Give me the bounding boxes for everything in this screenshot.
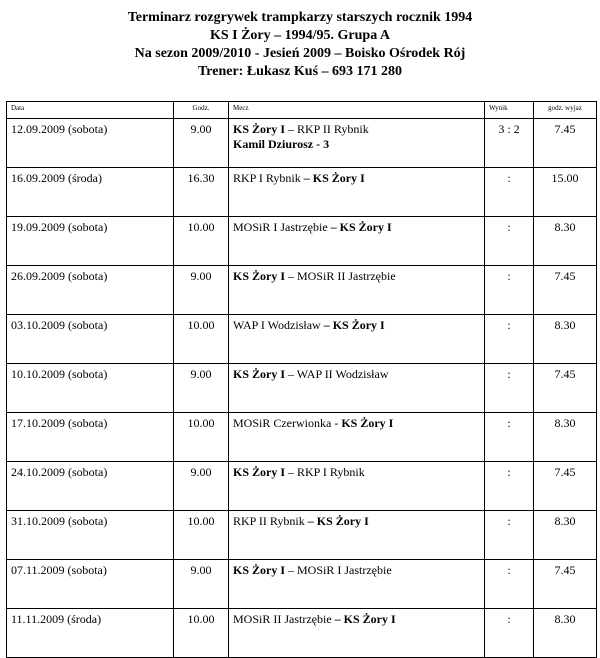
match-date: 19.09.2009 (sobota) <box>7 217 174 266</box>
document-header <box>0 9 600 81</box>
table-row <box>7 511 597 560</box>
match-date: 11.11.2009 (środa) <box>7 609 174 658</box>
table-row <box>7 266 597 315</box>
departure-time: 7.45 <box>534 462 597 511</box>
match-result: : <box>485 462 534 511</box>
match-text: – RKP II Rybnik <box>285 122 369 136</box>
match-text: – MOSiR II Jastrzębie <box>285 269 396 283</box>
table-row <box>7 315 597 364</box>
match-team-bold: KS Żory I <box>341 416 394 430</box>
match-time: 10.00 <box>174 413 229 462</box>
match-date: 12.09.2009 (sobota) <box>7 119 174 168</box>
match-cell <box>229 560 485 609</box>
column-header-departure: godz. wyjaz <box>534 102 597 119</box>
column-header-date: Data <box>7 102 174 119</box>
table-row <box>7 119 597 168</box>
match-text: RKP I Rybnik <box>233 171 304 185</box>
schedule-body <box>7 102 597 658</box>
departure-time: 7.45 <box>534 364 597 413</box>
match-time: 10.00 <box>174 609 229 658</box>
match-text: – RKP I Rybnik <box>285 465 365 479</box>
match-result: : <box>485 217 534 266</box>
header-title: Terminarz rozgrywek trampkarzy starszych rocznik 1994 <box>127 10 473 25</box>
match-team-bold: KS Żory I <box>233 367 286 381</box>
match-date: 31.10.2009 (sobota) <box>7 511 174 560</box>
match-team-bold: KS Żory I <box>233 563 286 577</box>
departure-time: 8.30 <box>534 609 597 658</box>
match-team-bold: – KS Żory I <box>334 612 396 626</box>
match-time: 9.00 <box>174 560 229 609</box>
departure-time: 8.30 <box>534 315 597 364</box>
column-header-result: Wynik <box>485 102 534 119</box>
match-team-bold: – KS Żory I <box>307 514 369 528</box>
match-result: : <box>485 315 534 364</box>
departure-time: 8.30 <box>534 511 597 560</box>
match-text: RKP II Rybnik <box>233 514 308 528</box>
table-row <box>7 217 597 266</box>
match-date: 24.10.2009 (sobota) <box>7 462 174 511</box>
match-cell <box>229 217 485 266</box>
match-cell <box>229 462 485 511</box>
match-date: 07.11.2009 (sobota) <box>7 560 174 609</box>
match-result: : <box>485 560 534 609</box>
match-date: 16.09.2009 (środa) <box>7 168 174 217</box>
match-text: MOSiR Czerwionka - <box>233 416 342 430</box>
match-time: 9.00 <box>174 364 229 413</box>
match-result: : <box>485 609 534 658</box>
match-text: WAP I Wodzisław <box>233 318 324 332</box>
table-row <box>7 168 597 217</box>
table-row <box>7 560 597 609</box>
match-cell <box>229 119 485 168</box>
table-row <box>7 413 597 462</box>
match-date: 10.10.2009 (sobota) <box>7 364 174 413</box>
table-header-row <box>7 102 597 119</box>
match-team-bold: KS Żory I <box>233 269 286 283</box>
departure-time: 8.30 <box>534 217 597 266</box>
match-date: 03.10.2009 (sobota) <box>7 315 174 364</box>
match-cell <box>229 315 485 364</box>
match-time: 16.30 <box>174 168 229 217</box>
match-time: 9.00 <box>174 462 229 511</box>
match-cell <box>229 511 485 560</box>
table-row <box>7 462 597 511</box>
match-cell <box>229 168 485 217</box>
column-header-time: Godz. <box>174 102 229 119</box>
match-result: : <box>485 266 534 315</box>
departure-time: 15.00 <box>534 168 597 217</box>
match-result: 3 : 2 <box>485 119 534 168</box>
match-scorer: Kamil Dziurosz - 3 <box>233 137 330 151</box>
match-text: MOSiR I Jastrzębie <box>233 220 331 234</box>
match-text: – MOSiR I Jastrzębie <box>285 563 392 577</box>
match-cell <box>229 609 485 658</box>
match-time: 10.00 <box>174 511 229 560</box>
match-time: 10.00 <box>174 217 229 266</box>
departure-time: 8.30 <box>534 413 597 462</box>
match-team-bold: KS Żory I <box>233 465 286 479</box>
match-cell <box>229 364 485 413</box>
header-season: Na sezon 2009/2010 - Jesień 2009 – Boisko Ośrodek Rój <box>134 46 466 61</box>
departure-time: 7.45 <box>534 560 597 609</box>
match-team-bold: KS Żory I <box>233 122 286 136</box>
departure-time: 7.45 <box>534 266 597 315</box>
header-coach: Trener: Łukasz Kuś – 693 171 280 <box>197 64 403 79</box>
header-team: KS I Żory – 1994/95. Grupa A <box>209 28 391 43</box>
match-team-bold: – KS Żory I <box>303 171 365 185</box>
departure-time: 7.45 <box>534 119 597 168</box>
match-text: MOSiR II Jastrzębie <box>233 612 335 626</box>
match-time: 10.00 <box>174 315 229 364</box>
schedule-table <box>6 101 597 658</box>
table-row <box>7 609 597 658</box>
match-result: : <box>485 364 534 413</box>
column-header-match: Mecz <box>229 102 485 119</box>
match-team-bold: – KS Żory I <box>330 220 392 234</box>
match-result: : <box>485 511 534 560</box>
match-date: 26.09.2009 (sobota) <box>7 266 174 315</box>
match-time: 9.00 <box>174 266 229 315</box>
match-team-bold: – KS Żory I <box>323 318 385 332</box>
match-result: : <box>485 168 534 217</box>
match-text: – WAP II Wodzisław <box>285 367 389 381</box>
match-date: 17.10.2009 (sobota) <box>7 413 174 462</box>
match-cell <box>229 266 485 315</box>
match-result: : <box>485 413 534 462</box>
match-time: 9.00 <box>174 119 229 168</box>
match-cell <box>229 413 485 462</box>
table-row <box>7 364 597 413</box>
